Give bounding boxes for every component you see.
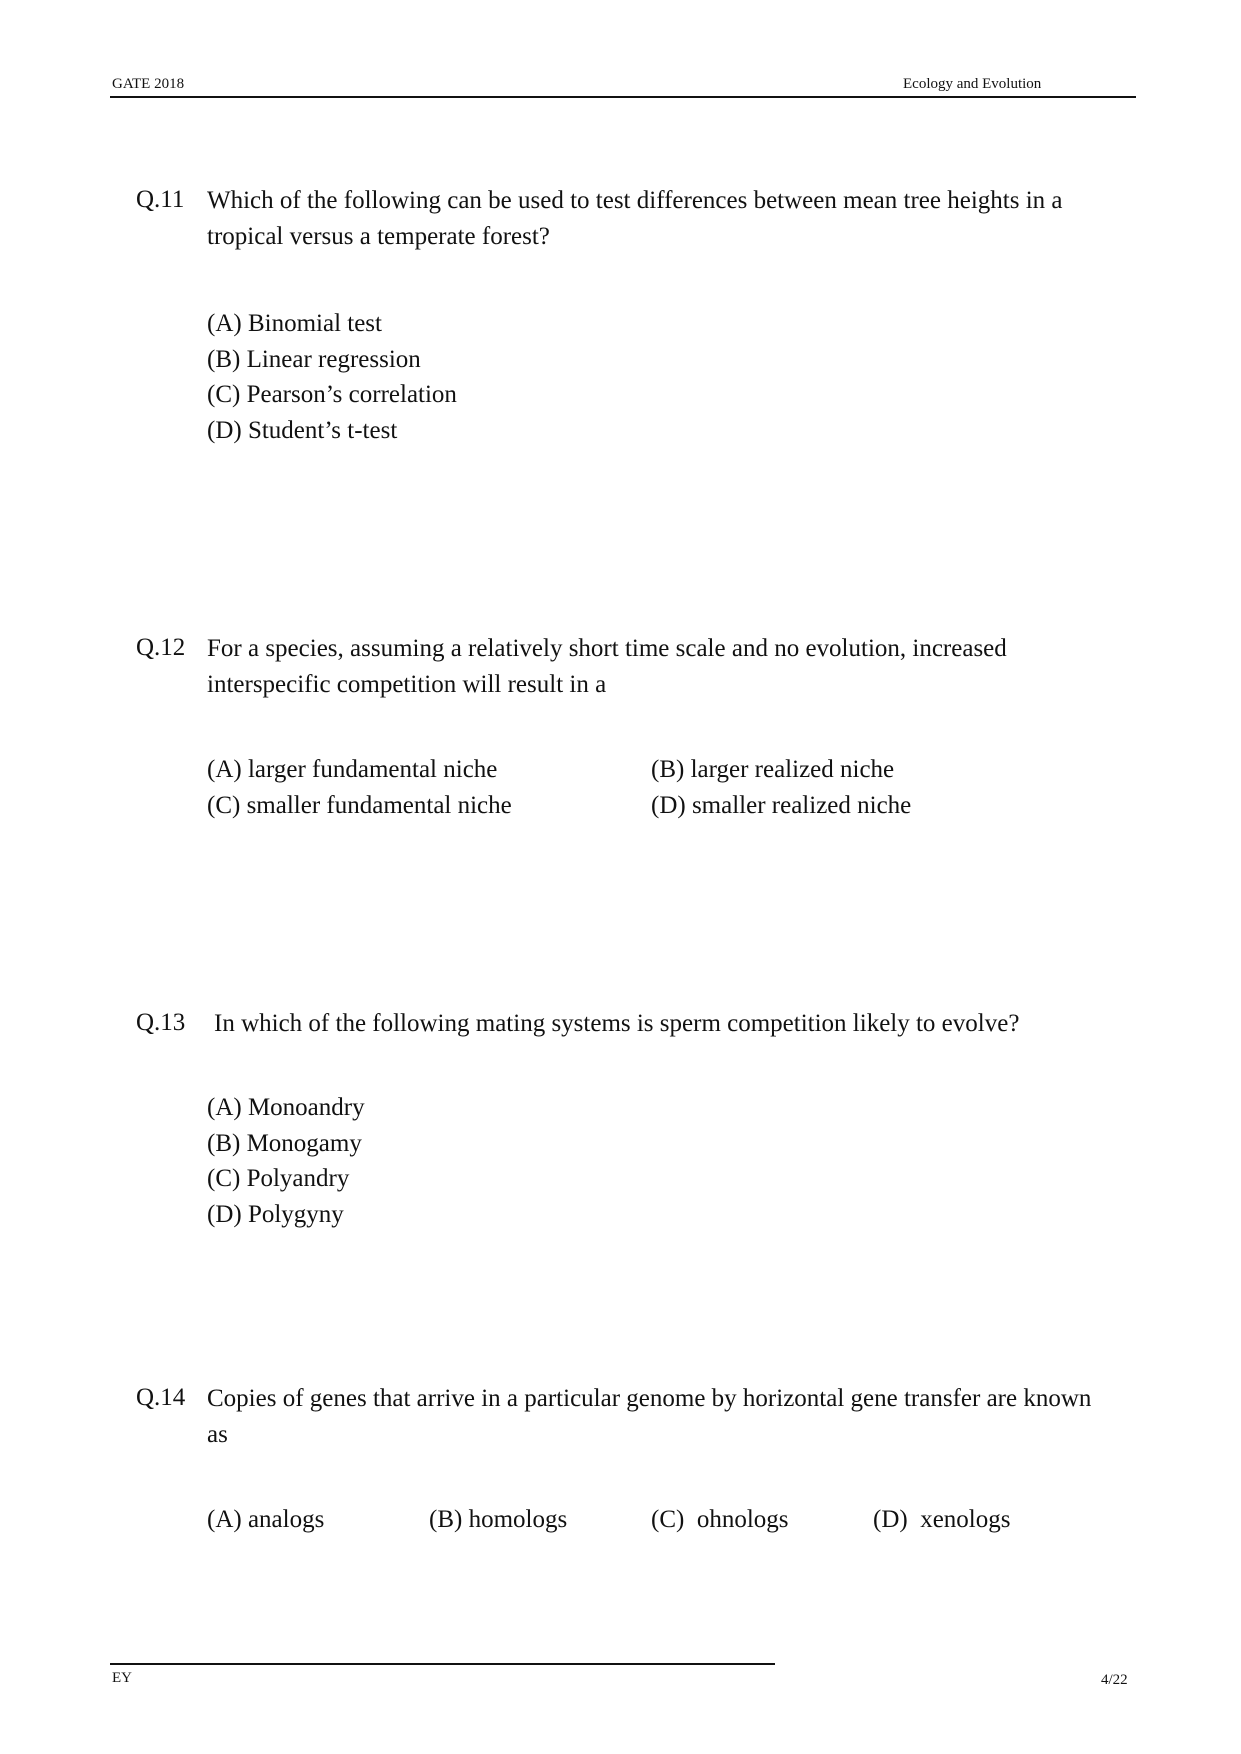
question-text: For a species, assuming a relatively short time scale and no evolution, increased interspecific competition will result in a <box>207 635 1007 698</box>
option-a: (A) Binomial test <box>207 310 382 337</box>
option-b: (B) larger realized niche <box>651 756 895 783</box>
question-text: In which of the following mating systems is sperm competition likely to evolve? <box>214 1010 1020 1037</box>
option-c: (C) ohnologs <box>651 1506 789 1533</box>
question-number: Q.14 <box>136 1384 186 1411</box>
option-b: (B) Monogamy <box>207 1130 362 1157</box>
footer-rule <box>110 1663 775 1665</box>
footer-paper-code: EY <box>112 1670 132 1686</box>
option-d: (D) Student’s t-test <box>207 417 398 444</box>
question-number: Q.11 <box>136 186 185 213</box>
header-rule <box>110 96 1136 98</box>
option-d: (D) xenologs <box>873 1506 1011 1533</box>
option-c: (C) Pearson’s correlation <box>207 381 457 408</box>
option-a: (A) larger fundamental niche <box>207 756 498 783</box>
option-b: (B) Linear regression <box>207 346 421 373</box>
option-c: (C) Polyandry <box>207 1165 350 1192</box>
question-number: Q.13 <box>136 1009 186 1036</box>
header-exam-title: GATE 2018 <box>112 76 185 92</box>
option-a: (A) analogs <box>207 1506 325 1533</box>
option-c: (C) smaller fundamental niche <box>207 792 512 819</box>
question-text: Copies of genes that arrive in a particular genome by horizontal gene transfer are known as <box>207 1385 1092 1448</box>
question-text: Which of the following can be used to test differences between mean tree heights in a tropical versus a temperate forest? <box>207 187 1063 250</box>
option-a: (A) Monoandry <box>207 1094 365 1121</box>
question-number: Q.12 <box>136 634 186 661</box>
option-d: (D) Polygyny <box>207 1201 344 1228</box>
header-subject: Ecology and Evolution <box>903 76 1042 92</box>
footer-page-number: 4/22 <box>1101 1672 1128 1688</box>
option-d: (D) smaller realized niche <box>651 792 912 819</box>
option-b: (B) homologs <box>429 1506 568 1533</box>
